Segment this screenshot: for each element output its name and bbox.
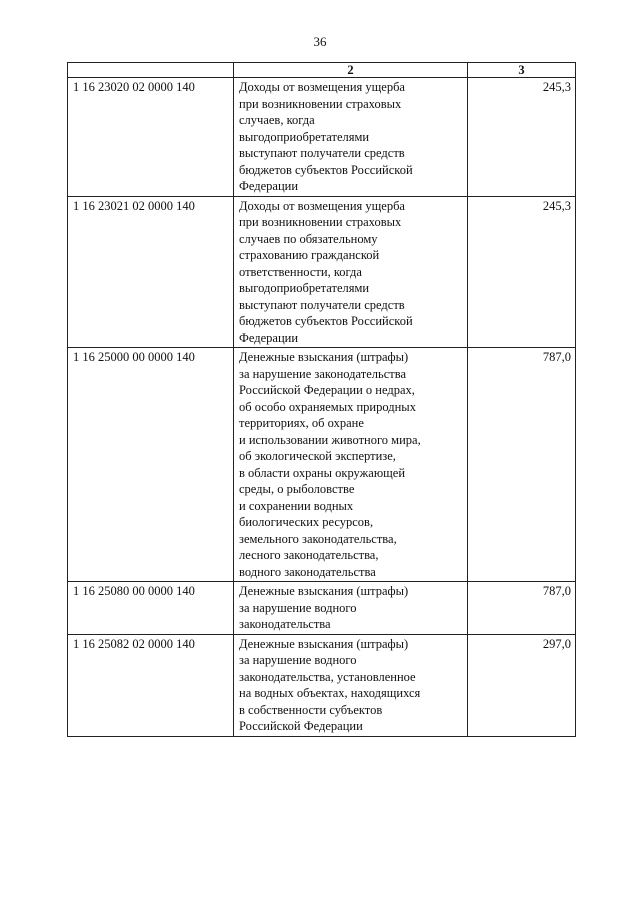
revenue-name-cell: Денежные взыскания (штрафы) за нарушение водного законодательства [234,582,468,635]
amount-cell: 787,0 [468,582,576,635]
revenue-name-cell: Доходы от возмещения ущерба при возникновении страховых случаев по обязательному страхованию гражданской ответственности, когда выгодоприобретателями выступают получатели средств бюджетов субъектов Российской Федерации [234,196,468,348]
page-number: 36 [313,34,327,49]
amount-cell: 245,3 [468,78,576,197]
amount-cell: 297,0 [468,634,576,736]
table-row [68,582,576,635]
revenue-name-cell: Денежные взыскания (штрафы) за нарушение водного законодательства, установленное на водных объектах, находящихся в собственности субъектов Российской Федерации [234,634,468,736]
budget-code-cell: 1 16 25080 00 0000 140 [68,582,234,635]
column-header-1 [68,63,234,78]
budget-code-cell: 1 16 23021 02 0000 140 [68,196,234,348]
column-header-2: 2 [234,63,468,78]
revenue-name-cell: Доходы от возмещения ущерба при возникновении страховых случаев, когда выгодоприобретателями выступают получатели средств бюджетов субъектов Российской Федерации [234,78,468,197]
amount-cell: 787,0 [468,348,576,582]
table-row [68,196,576,348]
budget-code-cell: 1 16 25082 02 0000 140 [68,634,234,736]
budget-code-cell: 1 16 23020 02 0000 140 [68,78,234,197]
revenue-name-cell: Денежные взыскания (штрафы) за нарушение законодательства Российской Федерации о недрах, об особо охраняемых природных территориях, об охране и использовании животного мира, об экологической экспертизе, в области охраны окружающей среды, о рыболовстве и сохранении водных биологических ресурсов, земельного законодательства, лесного законодательства, водного законодательства [234,348,468,582]
table-row [68,78,576,197]
amount-cell: 245,3 [468,196,576,348]
column-header-3: 3 [468,63,576,78]
budget-code-cell: 1 16 25000 00 0000 140 [68,348,234,582]
table-row [68,348,576,582]
table-row [68,634,576,736]
table-header-row [68,63,576,78]
budget-revenue-table [67,62,576,737]
